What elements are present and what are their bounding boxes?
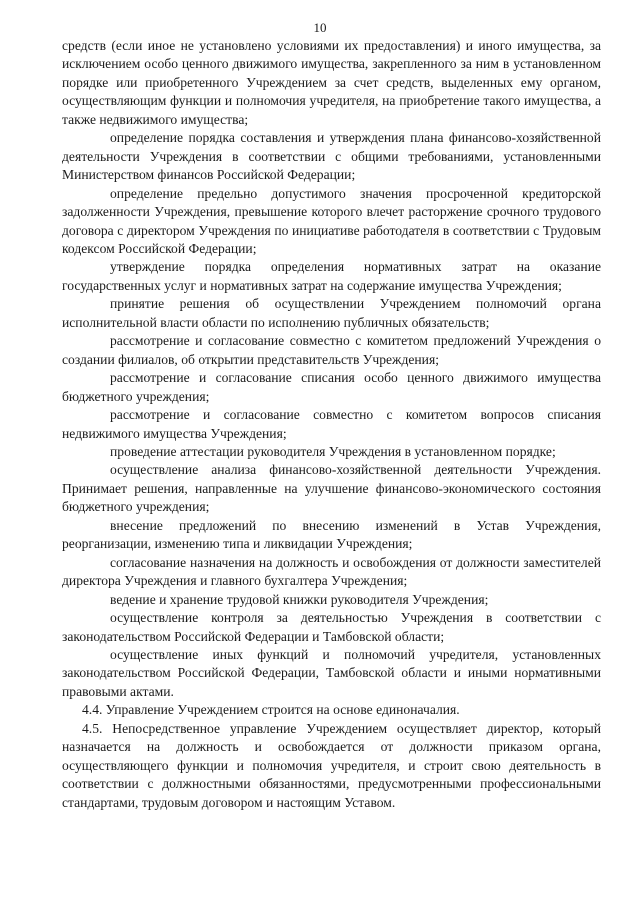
list-item: осуществление анализа финансово-хозяйственной деятельности Учреждения. Принимает решения, направленные на улучшение финансово-экономического состояния бюджетного учреждения;	[62, 462, 601, 515]
list-item: определение предельно допустимого значения просроченной кредиторской задолженности Учреждения, превышение которого влечет расторжение срочного трудового договора с директором Учреждения по инициативе работодателя в соответствии с Трудовым кодексом Российской Федерации;	[62, 185, 601, 256]
list-item: осуществление иных функций и полномочий учредителя, установленных законодательством Российской Федерации, Тамбовской области и иными нормативными правовыми актами.	[62, 646, 601, 699]
list-item: согласование назначения на должность и освобождения от должности заместителей директора Учреждения и главного бухгалтера Учреждения;	[62, 554, 601, 589]
numbered-clause: 4.4. Управление Учреждением строится на основе единоначалия.	[82, 702, 460, 718]
list-item: внесение предложений по внесению изменений в Устав Учреждения, реорганизации, изменению типа и ликвидации Учреждения;	[62, 517, 601, 552]
list-item: рассмотрение и согласование списания особо ценного движимого имущества бюджетного учреждения;	[62, 370, 601, 404]
list-item: определение порядка составления и утверждения плана финансово-хозяйственной деятельности Учреждения в соответствии с общими требованиями, установленными Министерством финансов Российской Федерации;	[62, 130, 601, 183]
numbered-clause: 4.5. Непосредственное управление Учреждением осуществляет директор, который назначается на должность и освобождается от должности приказом органа, осуществляющего функции и полномочия учредителя, и строит свою деятельность в соответствии с должностными обязанностями, предусмотренными профессиональными стандартами, трудовым договором и настоящим Уставом.	[62, 720, 601, 810]
paragraph-continuation: средств (если иное не установлено условиями их предоставления) и иного имущества, за исключением особо ценного движимого имущества, закрепленного за ним в установленном порядке или приобретенного Учреждением за счет средств, выделенных ему органом, осуществляющим функции и полномочия учредителя, на приобретение такого имущества, а также недвижимого имущества;	[62, 38, 601, 127]
page-number: 10	[313, 20, 327, 35]
list-item: осуществление контроля за деятельностью Учреждения в соответствии с законодательством Российской Федерации и Тамбовской области;	[62, 610, 601, 644]
list-item: проведение аттестации руководителя Учреждения в установленном порядке;	[110, 443, 556, 459]
list-item: рассмотрение и согласование совместно с комитетом предложений Учреждения о создании филиалов, об открытии представительств Учреждения;	[62, 333, 601, 367]
list-item: ведение и хранение трудовой книжки руководителя Учреждения;	[110, 591, 489, 607]
list-item: принятие решения об осуществлении Учреждением полномочий органа исполнительной власти области по исполнению публичных обязательств;	[62, 296, 601, 330]
document-body	[62, 37, 601, 812]
list-item: утверждение порядка определения нормативных затрат на оказание государственных услуг и нормативных затрат на содержание имущества Учреждения;	[62, 259, 601, 293]
list-item: рассмотрение и согласование совместно с комитетом вопросов списания недвижимого имущества Учреждения;	[62, 407, 601, 441]
